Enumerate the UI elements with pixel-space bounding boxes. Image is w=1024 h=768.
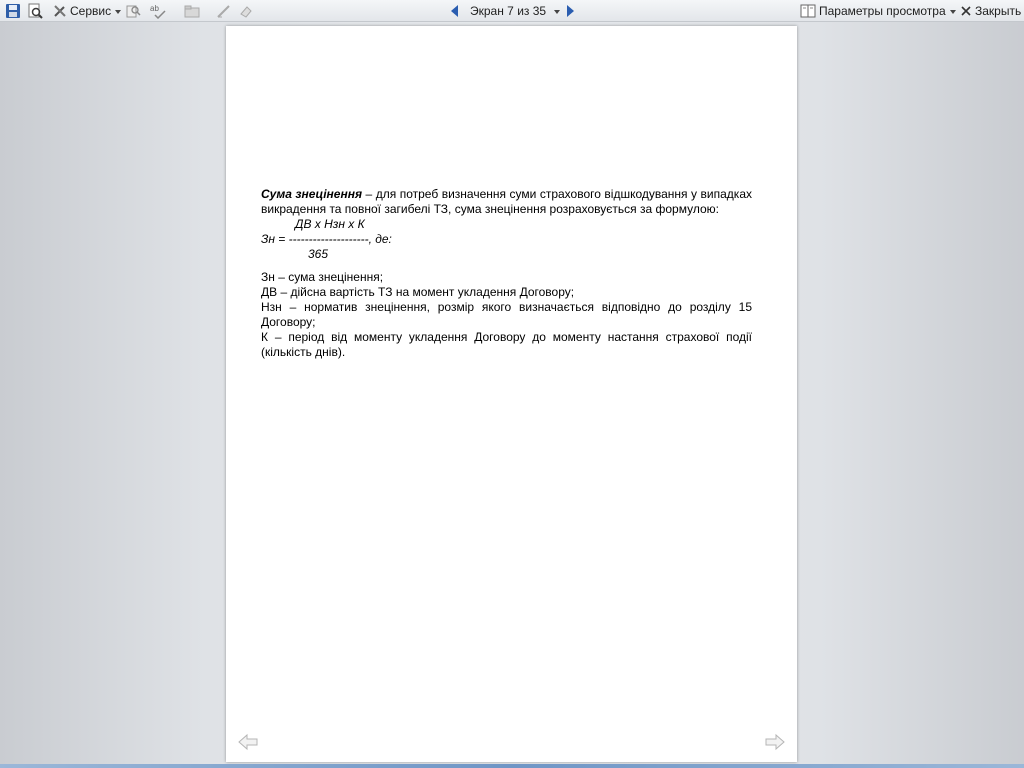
formula-denominator: 365 [308, 247, 329, 261]
new-comment-button[interactable] [184, 0, 200, 22]
spelling-icon [149, 3, 165, 19]
chevron-down-icon [554, 10, 560, 14]
save-icon [5, 3, 21, 19]
pen-icon [216, 3, 232, 19]
chevron-down-icon [950, 10, 956, 14]
eraser-icon [238, 3, 254, 19]
definition-k: К – період від моменту укладення Договору до моменту настання страхової події (кількість днів). [261, 330, 752, 359]
service-menu-label: Сервис [70, 4, 112, 18]
research-button[interactable] [125, 0, 141, 22]
tools-icon [52, 3, 68, 19]
svg-text:ab: ab [150, 4, 159, 13]
page-arrow-right-icon [764, 732, 786, 752]
previous-page-button[interactable] [237, 732, 259, 752]
paragraph-definition [261, 187, 752, 217]
view-options-label: Параметры просмотра [819, 4, 946, 18]
eraser-button[interactable] [238, 0, 254, 22]
spelling-button[interactable] [149, 0, 165, 22]
document-body [261, 187, 752, 360]
research-icon [125, 3, 141, 19]
arrow-right-icon [567, 5, 574, 17]
chevron-down-icon [115, 10, 121, 14]
window-bottom-edge [0, 764, 1024, 768]
service-menu-button[interactable] [52, 0, 121, 22]
arrow-left-icon [451, 5, 458, 17]
print-preview-icon [27, 3, 43, 19]
view-options-icon [800, 3, 816, 19]
page-arrow-left-icon [237, 732, 259, 752]
formula-numerator: ДВ х Нзн х К [295, 217, 365, 231]
next-screen-button[interactable] [567, 0, 574, 22]
save-button[interactable] [5, 0, 21, 22]
print-preview-button[interactable] [27, 0, 43, 22]
document-page [226, 26, 797, 762]
term-bold: Сума знецінення [261, 187, 363, 201]
reading-toolbar [0, 0, 1024, 22]
definition-zn: Зн – сума знецінення; [261, 270, 384, 284]
close-button[interactable] [960, 0, 1021, 22]
screen-selector[interactable] [470, 0, 560, 22]
close-label: Закрыть [975, 4, 1022, 18]
formula-line: Зн = --------------------, де: [261, 232, 392, 246]
next-page-button[interactable] [764, 732, 786, 752]
close-icon [960, 3, 972, 19]
definition-nzn: Нзн – норматив знецінення, розмір якого визначається відповідно до розділу 15 Договору; [261, 300, 752, 329]
folder-icon [184, 3, 200, 19]
highlight-button[interactable] [216, 0, 232, 22]
previous-screen-button[interactable] [451, 0, 458, 22]
screen-counter: Экран 7 из 35 [470, 4, 547, 18]
definition-dv: ДВ – дійсна вартість ТЗ на момент укладення Договору; [261, 285, 575, 299]
view-options-button[interactable] [800, 0, 956, 22]
definition-text: – для потреб визначення суми страхового відшкодування у випадках викрадення та повної загибелі ТЗ, сума знецінення розраховується за формулою: [261, 187, 752, 216]
